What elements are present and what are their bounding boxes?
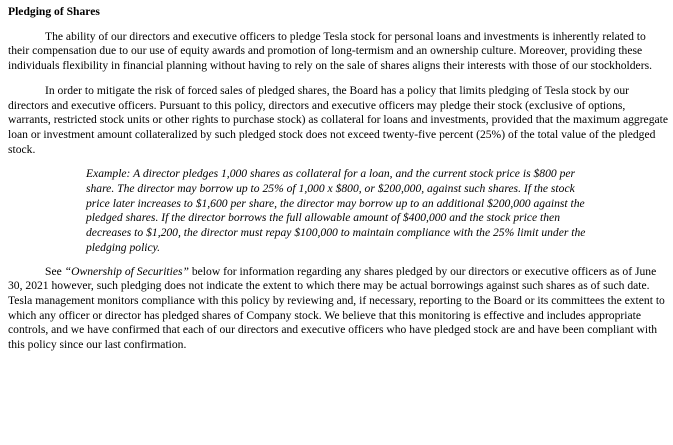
ownership-of-securities-reference: “Ownership of Securities” (64, 264, 189, 278)
paragraph-monitoring (8, 265, 668, 353)
example-block: Example: A director pledges 1,000 shares as collateral for a loan, and the current stock price is $800 per share. The director may borrow up to 25% of 1,000 x $800, or $200,000, against such shares. If the stock price later increases to $1,600 per share, the director may borrow up to an additional $200,000 against the pledged shares. If the director borrows the full allowable amount of $400,000 and the stock price then decreases to $1,200, the director must repay $100,000 to maintain compliance with the 25% limit under the pledging policy. (86, 167, 586, 254)
paragraph-pledging-policy: In order to mitigate the risk of forced sales of pledged shares, the Board has a policy that limits pledging of Tesla stock by our directors and executive officers. Pursuant to this policy, directors and executive officers may pledge their stock (exclusive of options, warrants, restricted stock units or other rights to purchase stock) as collateral for loans and investments, provided that the maximum aggregate loan or investment amount collateralized by such pledged stock does not exceed twenty-five percent (25%) of the total value of the pledged stock. (8, 83, 669, 156)
document-body (8, 4, 668, 363)
section-heading: Pledging of Shares (8, 5, 100, 18)
paragraph-pledging-rationale: The ability of our directors and executive officers to pledge Tesla stock for personal loans and investments is inherently related to their compensation due to our use of equity awards and promotion of long-termism and an ownership culture. Moreover, providing these individuals flexibility in financial planning without having to rely on the sale of shares aligns their interests with those of our stockholders. (8, 29, 652, 73)
paragraph-monitoring-prefix: See (45, 264, 65, 278)
paragraph-monitoring-text: below for information regarding any shares pledged by our directors or executive officers as of June 30, 2021 however, such pledging does not indicate the extent to which there may be actual borrowings against such shares as of such date. Tesla management monitors compliance with this policy by reviewing and, if necessary, reporting to the Board or its committees the extent to which any officer or director has pledged shares of Company stock. We believe that this monitoring is effective and includes appropriate controls, and we have confirmed that each of our directors and executive officers who have pledged stock are and have been compliant with this policy since our last confirmation. (8, 264, 665, 352)
